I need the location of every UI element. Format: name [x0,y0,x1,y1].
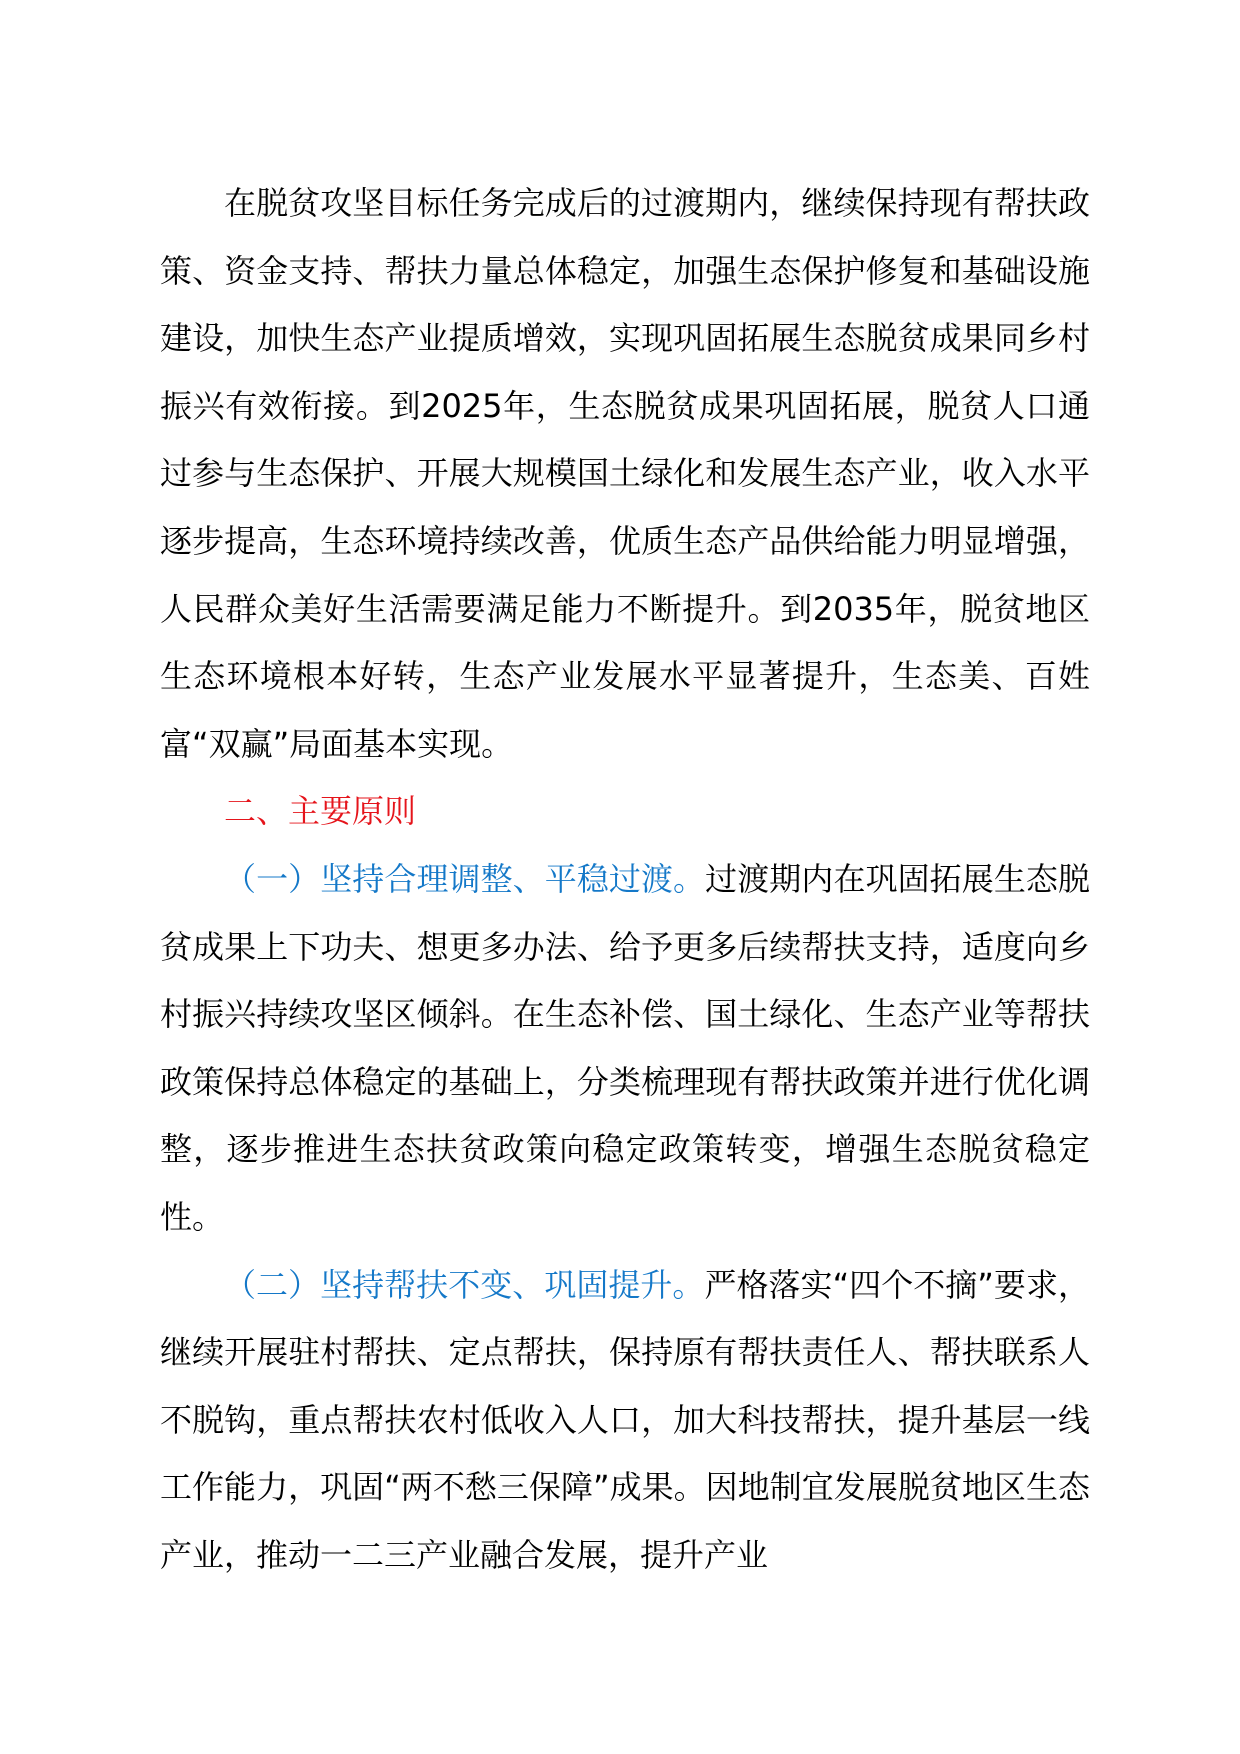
paragraph-goals: 在脱贫攻坚目标任务完成后的过渡期内，继续保持现有帮扶政策、资金支持、帮扶力量总体稳定，加强生态保护修复和基础设施建设，加快生态产业提质增效，实现巩固拓展生态脱贫成果同乡村振兴有效衔接。到2025年，生态脱贫成果巩固拓展，脱贫人口通过参与生态保护、开展大规模国土绿化和发展生态产业，收入水平逐步提高，生态环境持续改善，优质生态产品供给能力明显增强，人民群众美好生活需要满足能力不断提升。到2035年，脱贫地区生态环境根本好转，生态产业发展水平显著提升，生态美、百姓富“双赢”局面基本实现。 [160,184,1090,763]
paragraph-principle-2 [160,1252,1090,1590]
paragraph-principle-1 [160,846,1090,1252]
principle-1-body: 过渡期内在巩固拓展生态脱贫成果上下功夫、想更多办法、给予更多后续帮扶支持，适度向乡村振兴持续攻坚区倾斜。在生态补偿、国土绿化、生态产业等帮扶政策保持总体稳定的基础上，分类梳理现有帮扶政策并进行优化调整，逐步推进生态扶贫政策向稳定政策转变，增强生态脱贫稳定性。 [160,859,1090,1236]
section-heading-main-principles: 二、主要原则 [224,792,417,831]
principle-1-heading: （一）坚持合理调整、平稳过渡。 [224,859,706,898]
document-page [160,170,1090,1589]
principle-2-body: 严格落实“四个不摘”要求，继续开展驻村帮扶、定点帮扶，保持原有帮扶责任人、帮扶联系人不脱钩，重点帮扶农村低收入人口，加大科技帮扶，提升基层一线工作能力，巩固“两不愁三保障”成果。因地制宜发展脱贫地区生态产业，推动一二三产业融合发展，提升产业 [160,1265,1090,1574]
principle-2-heading: （二）坚持帮扶不变、巩固提升。 [224,1265,705,1304]
